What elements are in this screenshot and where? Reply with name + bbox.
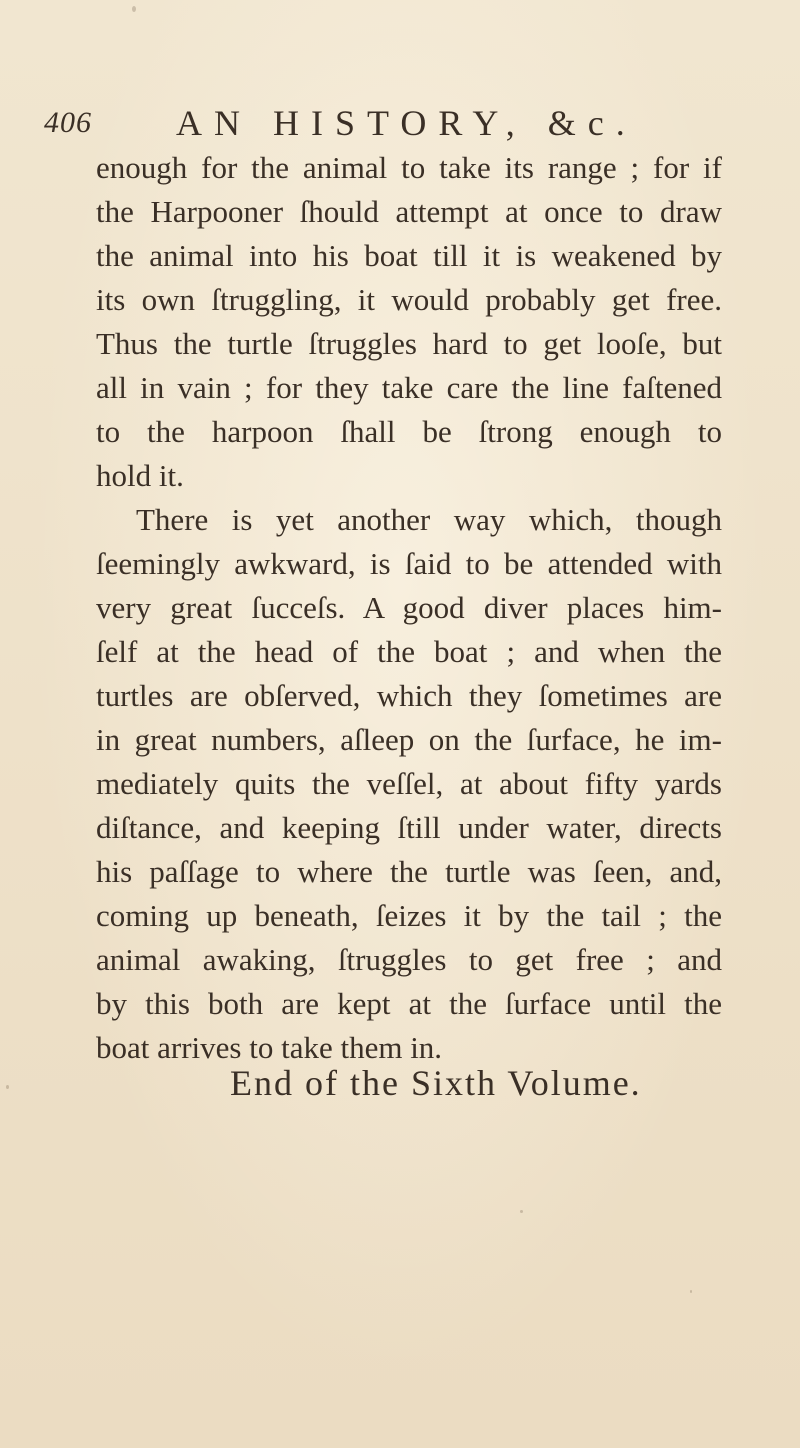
text-line: boat arrives to take them in. (96, 1030, 443, 1065)
text-line: diſtance, and keeping ſtill under water, directs (96, 810, 722, 845)
paper-speck (6, 1085, 9, 1089)
text-line: animal awaking, ſtruggles to get free ; and (96, 942, 722, 977)
page-number: 406 (44, 106, 92, 139)
paper-speck (690, 1290, 692, 1293)
text-line: ſelf at the head of the boat ; and when the (96, 634, 722, 669)
paragraph-first-line: There is yet another way which, though (136, 502, 722, 537)
text-line: all in vain ; for they take care the line faſtened (96, 370, 722, 405)
text-line: his paſſage to where the turtle was ſeen, and, (96, 854, 722, 889)
end-of-volume-note: End of the Sixth Volume. (230, 1063, 642, 1103)
text-line: the animal into his boat till it is weakened by (96, 238, 722, 273)
text-line: to the harpoon ſhall be ſtrong enough to (96, 414, 722, 449)
text-line: Thus the turtle ſtruggles hard to get looſe, but (96, 326, 722, 361)
running-title: AN HISTORY, &c. (176, 103, 637, 143)
text-line: mediately quits the veſſel, at about fifty yards (96, 766, 722, 801)
text-line: hold it. (96, 458, 184, 493)
text-line: in great numbers, aſleep on the ſurface, he im- (96, 722, 722, 757)
text-line: by this both are kept at the ſurface until the (96, 986, 722, 1021)
text-line: its own ſtruggling, it would probably get free. (96, 282, 722, 317)
text-line: the Harpooner ſhould attempt at once to draw (96, 194, 722, 229)
text-line: ſeemingly awkward, is ſaid to be attended with (96, 546, 722, 581)
paper-speck (132, 6, 136, 12)
text-line: turtles are obſerved, which they ſometimes are (96, 678, 722, 713)
text-line: very great ſucceſs. A good diver places him- (96, 590, 722, 625)
paper-speck (520, 1210, 523, 1213)
text-line: coming up beneath, ſeizes it by the tail ; the (96, 898, 722, 933)
running-head (44, 100, 744, 146)
text-line: enough for the animal to take its range ; for if (96, 150, 722, 185)
